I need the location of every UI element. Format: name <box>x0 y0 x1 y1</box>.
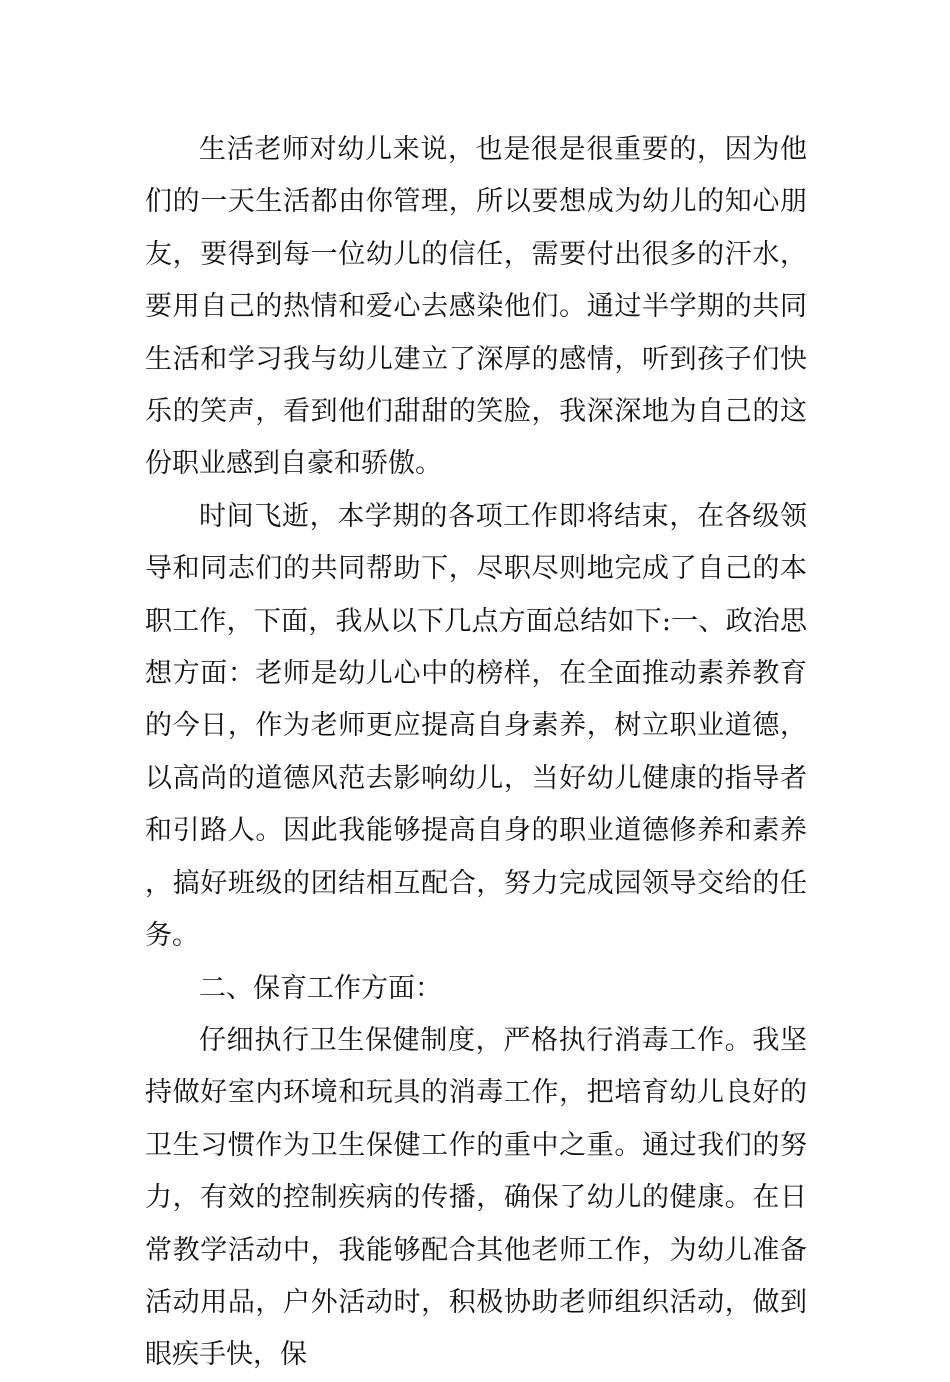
section-heading-childcare: 二、保育工作方面： <box>199 972 442 1004</box>
paragraph-hygiene-work: 仔细执行卫生保健制度，严格执行消毒工作。我坚持做好室内环境和玩具的消毒工作，把培育幼儿良好的卫生习惯作为卫生保健工作的重中之重。通过我们的努力，有效的控制疾病的传播，确保了幼儿的健康。在日常教学活动中，我能够配合其他老师工作，为幼儿准备活动用品，户外活动时，积极协助老师组织活动，做到眼疾手快，保 <box>145 1024 807 1371</box>
paragraph-semester-summary: 时间飞逝，本学期的各项工作即将结束，在各级领导和同志们的共同帮助下，尽职尽则地完成了自己的本职工作，下面，我从以下几点方面总结如下:一、政治思想方面：老师是幼儿心中的榜样，在全面推动素养教育的今日，作为老师更应提高自身素养，树立职业道德，以高尚的道德风范去影响幼儿，当好幼儿健康的指导者和引路人。因此我能够提高自身的职业道德修养和素养，搞好班级的团结相互配合，努力完成园领导交给的任务。 <box>145 500 807 952</box>
document-body <box>145 124 807 1382</box>
paragraph-life-teacher: 生活老师对幼儿来说，也是很是很重要的，因为他们的一天生活都由你管理，所以要想成为幼儿的知心朋友，要得到每一位幼儿的信任，需要付出很多的汗水，要用自己的热情和爱心去感染他们。通过半学期的共同生活和学习我与幼儿建立了深厚的感情，听到孩子们快乐的笑声，看到他们甜甜的笑脸，我深深地为自己的这份职业感到自豪和骄傲。 <box>145 134 807 480</box>
